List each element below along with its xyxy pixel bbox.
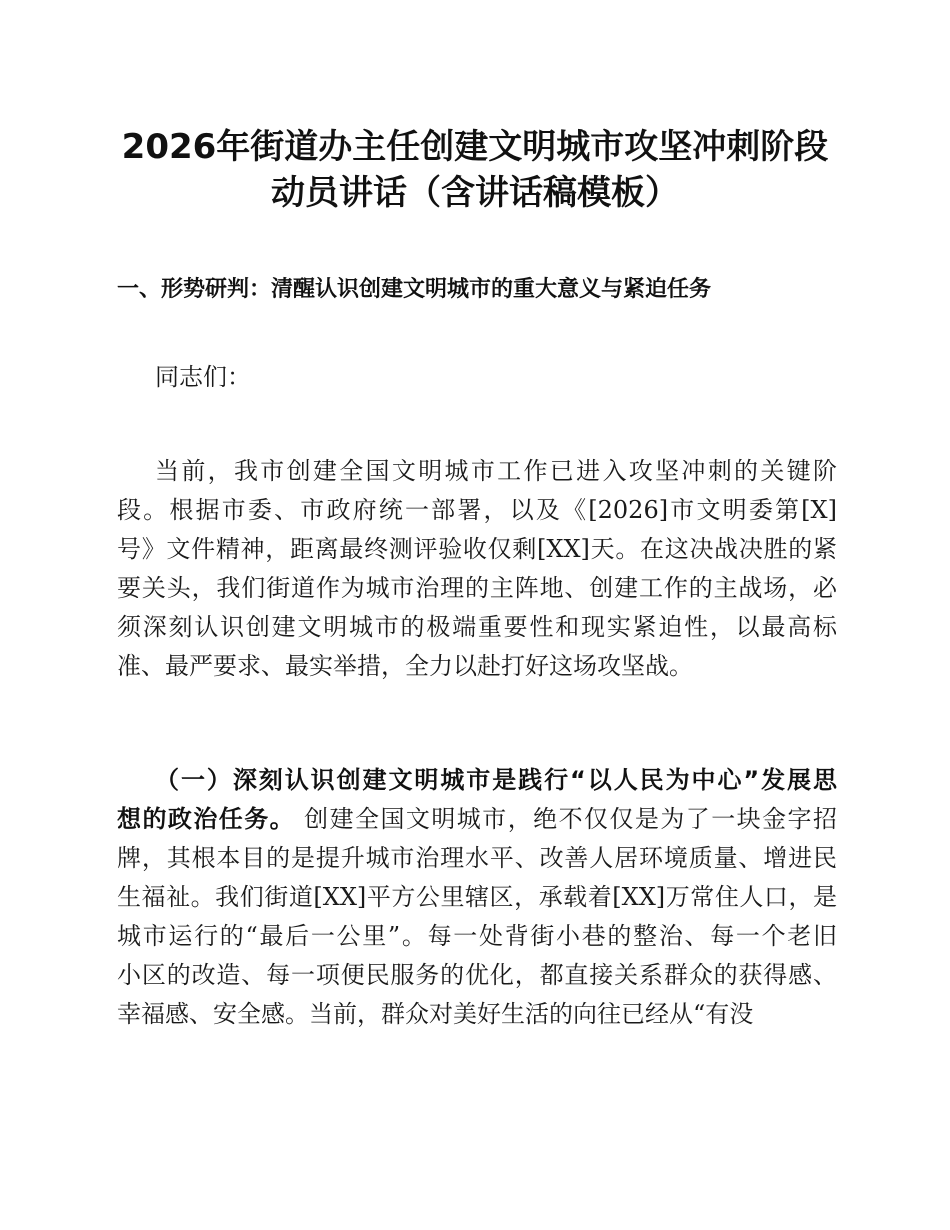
paragraph-line-rest: 创建全国文明城市，绝不仅仅是为了一块金字招 (295, 805, 837, 833)
subheading-line-1: （一）深刻认识创建文明城市是践行“以人民为中心”发展思 (155, 766, 837, 794)
document-title-line-2: 动员讲话（含讲话稿模板） (271, 173, 679, 213)
paragraph-line: 须深刻认识创建文明城市的极端重要性和现实紧迫性，以最高标 (117, 613, 837, 641)
paragraph-line: 生福祉。我们街道[XX]平方公里辖区，承载着[XX]万常住人口，是 (117, 883, 837, 911)
paragraph-point-one (117, 761, 837, 1034)
paragraph-line: 幸福感、安全感。当前，群众对美好生活的向往已经从“有没 (117, 1000, 754, 1028)
greeting-text: 同志们： (155, 363, 251, 391)
paragraph-situation (117, 452, 837, 686)
paragraph-line: 小区的改造、每一项便民服务的优化，都直接关系群众的获得感、 (117, 961, 837, 989)
section-heading: 一、形势研判：清醒认识创建文明城市的重大意义与紧迫任务 (117, 277, 712, 302)
paragraph-line: 当前，我市创建全国文明城市工作已进入攻坚冲刺的关键阶 (155, 457, 837, 485)
paragraph-line: 牌，其根本目的是提升城市治理水平、改善人居环境质量、增进民 (117, 844, 837, 872)
subheading-line-2: 想的政治任务。 (117, 805, 296, 833)
paragraph-line: 号》文件精神，距离最终测评验收仅剩[XX]天。在这决战决胜的紧 (117, 535, 837, 563)
paragraph-line: 准、最严要求、最实举措，全力以赴打好这场攻坚战。 (117, 652, 693, 680)
document-title-line-1: 2026年街道办主任创建文明城市攻坚冲刺阶段 (121, 127, 829, 167)
paragraph-line-mixed (117, 800, 837, 839)
paragraph-line: 城市运行的“最后一公里”。每一处背街小巷的整治、每一个老旧 (117, 922, 837, 950)
paragraph-line: 段。根据市委、市政府统一部署，以及《[2026]市文明委第[X] (117, 496, 837, 524)
paragraph-line: 要关头，我们街道作为城市治理的主阵地、创建工作的主战场，必 (117, 574, 837, 602)
greeting (117, 358, 837, 397)
